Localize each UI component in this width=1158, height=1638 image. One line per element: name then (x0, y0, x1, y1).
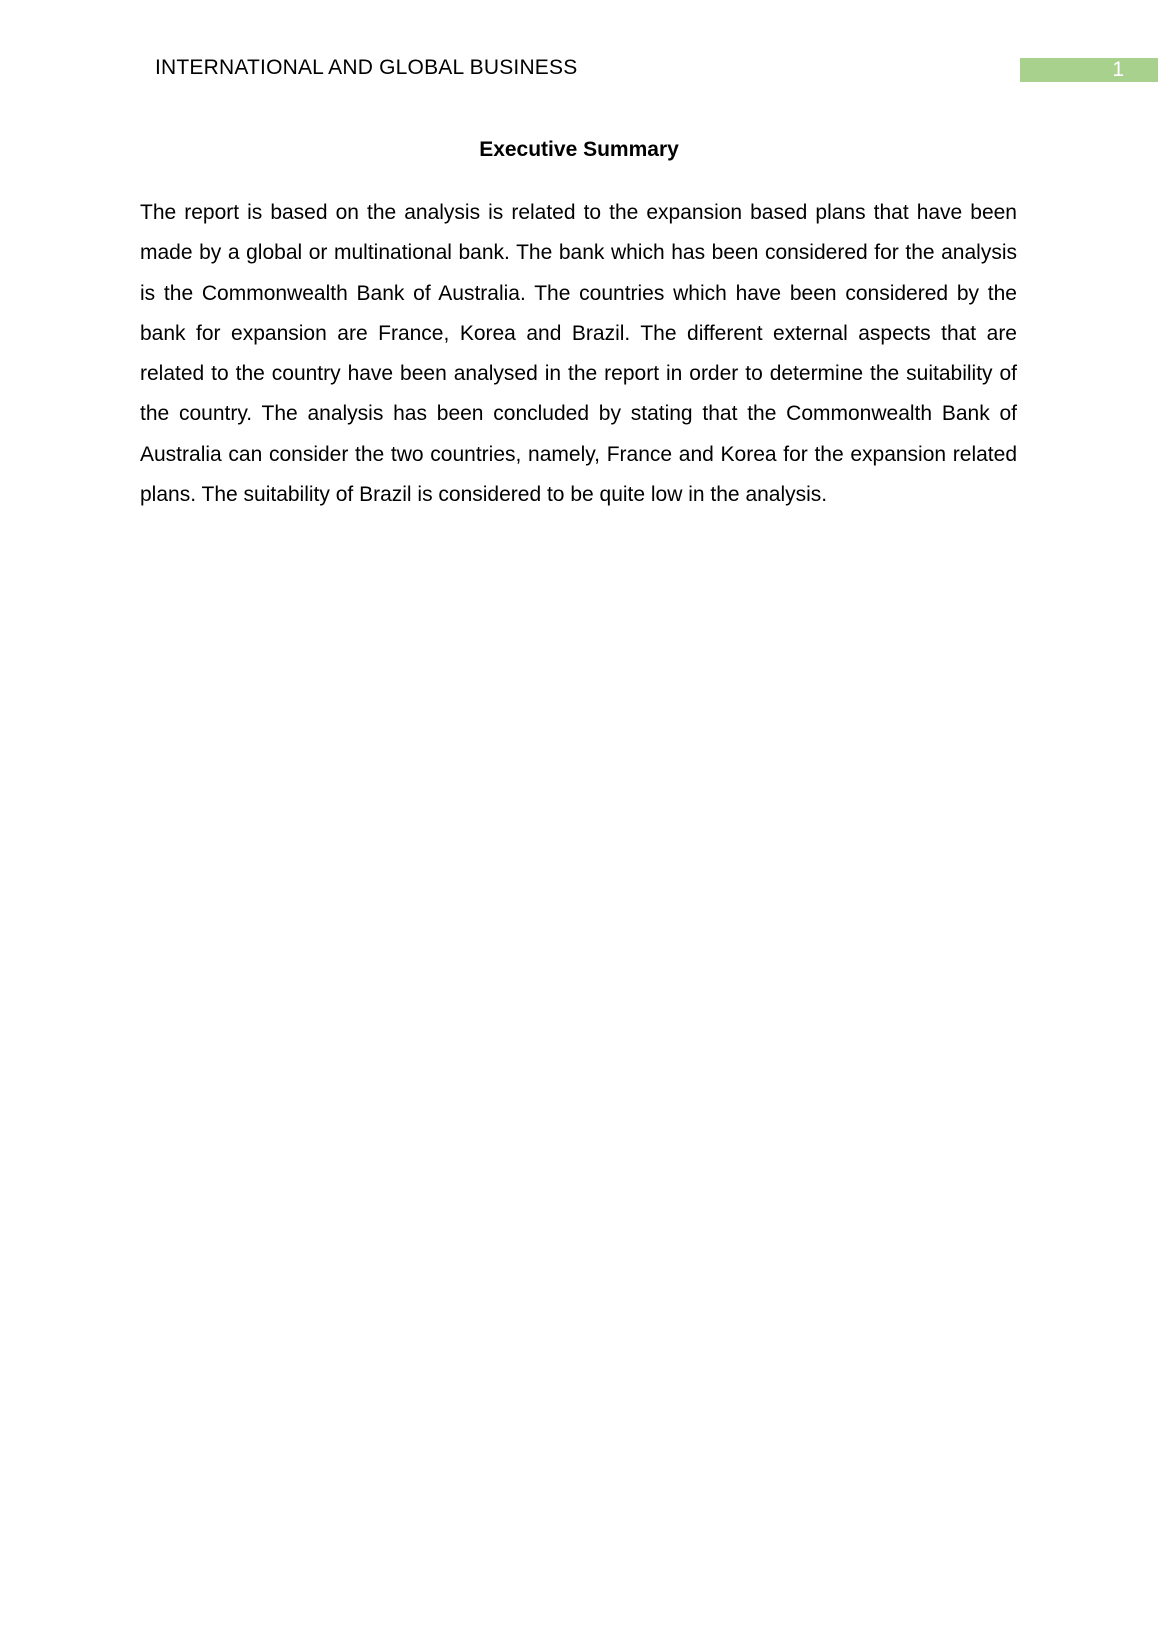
page-number-badge (1020, 58, 1158, 82)
running-header-title: INTERNATIONAL AND GLOBAL BUSINESS (155, 56, 578, 79)
body-paragraph: The report is based on the analysis is related to the expansion based plans that have been made by a global or multinational bank. The bank which has been considered for the analysis is the Commonwealth Bank of Australia. The countries which have been considered by the bank for expansion are France, Korea and Brazil. The different external aspects that are related to the country have been analysed in the report in order to determine the suitability of the country. The analysis has been concluded by stating that the Commonwealth Bank of Australia can consider the two countries, namely, France and Korea for the expansion related plans. The suitability of Brazil is considered to be quite low in the analysis. (140, 201, 1017, 507)
section-heading: Executive Summary (479, 138, 679, 161)
page-number: 1 (1112, 58, 1124, 81)
